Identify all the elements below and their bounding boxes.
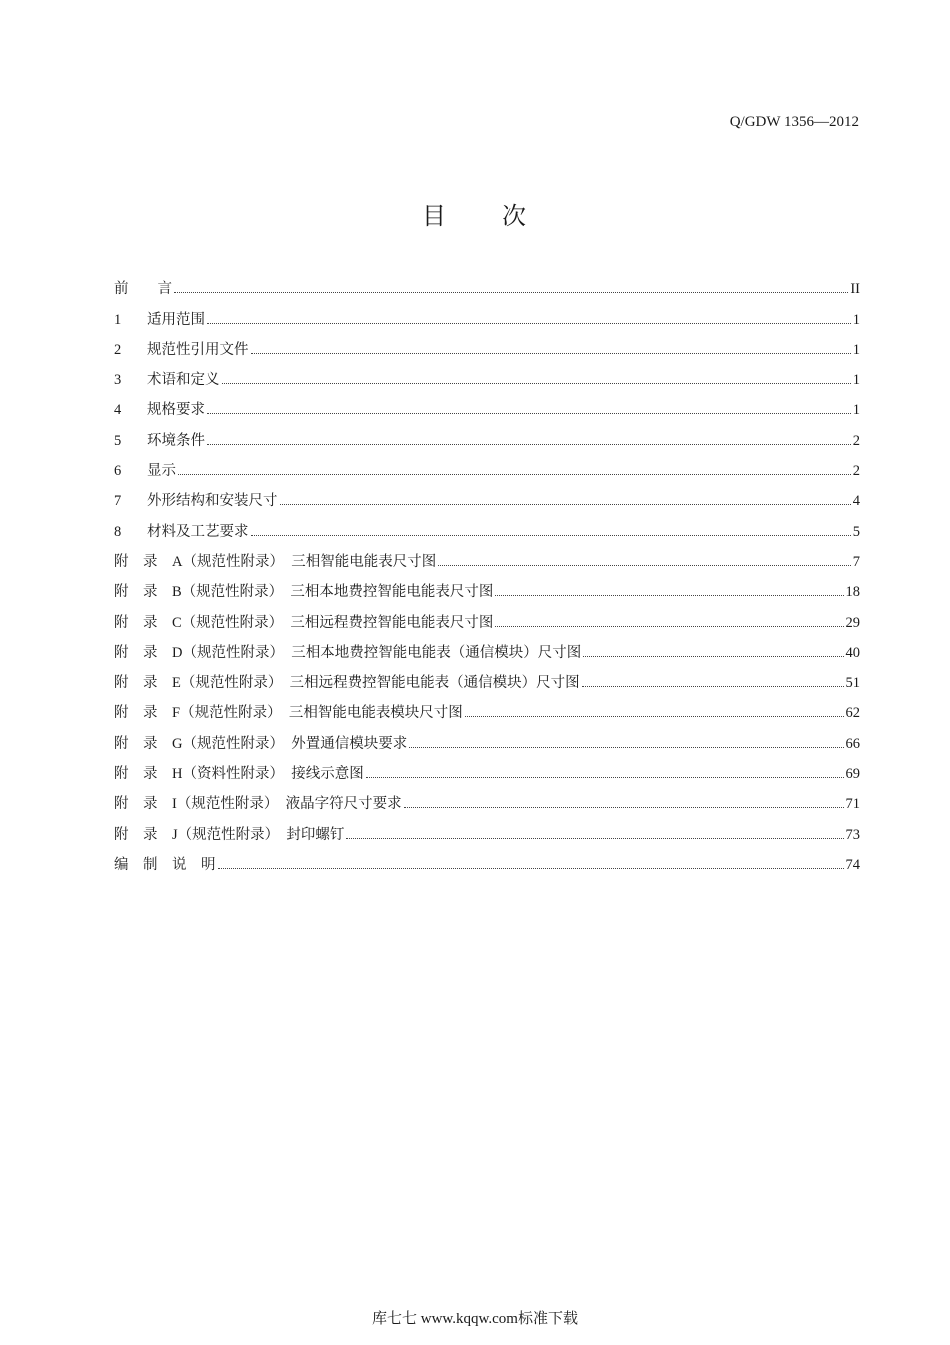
toc-entry-title: 附 录 D（规范性附录） 三相本地费控智能电能表（通信模块）尺寸图	[114, 644, 582, 661]
toc-entry-page: 40	[845, 644, 860, 661]
toc-entry-number: 1	[114, 311, 122, 328]
toc-entry-title: 术语和定义	[147, 372, 220, 389]
document-code: Q/GDW 1356—2012	[729, 114, 859, 130]
toc-entry[interactable]	[114, 480, 860, 510]
dot-leader	[218, 868, 844, 869]
dot-leader	[495, 595, 843, 596]
toc-entry-page: 4	[852, 493, 860, 510]
toc-entry-title: 编 制 说 明	[114, 856, 216, 873]
toc-entry[interactable]	[114, 571, 860, 601]
toc-entry[interactable]	[114, 632, 860, 662]
toc-entry[interactable]	[114, 692, 860, 722]
toc-entry[interactable]	[114, 844, 860, 874]
toc-entry[interactable]	[114, 601, 860, 631]
toc-entry[interactable]	[114, 389, 860, 419]
dot-leader	[409, 747, 843, 748]
toc-entry-number: 6	[114, 463, 122, 480]
toc-entry[interactable]	[114, 359, 860, 389]
dot-leader	[207, 413, 851, 414]
toc-entry-number: 7	[114, 493, 122, 510]
toc-entry[interactable]	[114, 783, 860, 813]
toc-entry-title: 材料及工艺要求	[147, 523, 249, 540]
toc-entry[interactable]	[114, 541, 860, 571]
footer-watermark: 库七七 www.kqqw.com标准下载	[372, 1311, 578, 1327]
toc-entry-page: 1	[852, 311, 860, 328]
toc-entry[interactable]	[114, 268, 860, 298]
dot-leader	[346, 838, 843, 839]
toc-entry-page: 2	[852, 463, 860, 480]
page-title	[0, 196, 950, 231]
toc-entry-title: 附 录 I（规范性附录） 液晶字符尺寸要求	[114, 796, 402, 813]
toc-entry-title: 附 录 J（规范性附录） 封印螺钉	[114, 826, 345, 843]
toc-entry-page: 73	[845, 826, 860, 843]
dot-leader	[222, 383, 851, 384]
table-of-contents	[114, 268, 860, 874]
dot-leader	[251, 353, 851, 354]
toc-entry[interactable]	[114, 450, 860, 480]
toc-entry-page: 5	[852, 523, 860, 540]
toc-entry-number: 3	[114, 372, 122, 389]
toc-entry-page: 69	[845, 766, 860, 783]
toc-entry-title: 附 录 E（规范性附录） 三相远程费控智能电能表（通信模块）尺寸图	[114, 675, 580, 692]
toc-entry-title: 规范性引用文件	[147, 341, 249, 358]
toc-entry-page: 51	[845, 675, 860, 692]
toc-entry-number: 4	[114, 402, 122, 419]
toc-entry[interactable]	[114, 662, 860, 692]
toc-entry-title: 环境条件	[147, 432, 205, 449]
dot-leader	[495, 626, 843, 627]
dot-leader	[438, 565, 851, 566]
dot-leader	[366, 777, 844, 778]
dot-leader	[251, 535, 851, 536]
toc-entry[interactable]	[114, 298, 860, 328]
toc-entry-title: 外形结构和安装尺寸	[147, 493, 278, 510]
dot-leader	[404, 807, 844, 808]
toc-entry-title: 附 录 H（资料性附录） 接线示意图	[114, 766, 364, 783]
toc-entry-page: 2	[852, 432, 860, 449]
toc-entry-page: 7	[852, 553, 860, 570]
page-title-part1: 目	[422, 202, 448, 230]
toc-entry-page: 62	[845, 705, 860, 722]
toc-entry-number: 2	[114, 341, 122, 358]
toc-entry-page: 74	[845, 856, 860, 873]
toc-entry[interactable]	[114, 329, 860, 359]
toc-entry-number: 8	[114, 523, 122, 540]
toc-entry-page: 71	[845, 796, 860, 813]
toc-entry[interactable]	[114, 753, 860, 783]
toc-entry-title: 前 言	[114, 281, 172, 298]
toc-entry-page: 1	[852, 402, 860, 419]
toc-entry[interactable]	[114, 722, 860, 752]
toc-entry-title: 显示	[147, 463, 176, 480]
dot-leader	[583, 656, 843, 657]
toc-entry-title: 规格要求	[147, 402, 205, 419]
toc-entry-page: 18	[845, 584, 860, 601]
toc-entry-page: 1	[852, 372, 860, 389]
toc-entry-number: 5	[114, 432, 122, 449]
dot-leader	[174, 292, 848, 293]
toc-entry-page: II	[850, 281, 860, 298]
toc-entry[interactable]	[114, 813, 860, 843]
dot-leader	[178, 474, 851, 475]
page-title-part2: 次	[502, 202, 528, 230]
toc-entry[interactable]	[114, 510, 860, 540]
toc-entry-page: 66	[845, 735, 860, 752]
toc-entry-page: 1	[852, 341, 860, 358]
toc-entry-title: 附 录 F（规范性附录） 三相智能电能表模块尺寸图	[114, 705, 463, 722]
toc-entry-title: 附 录 G（规范性附录） 外置通信模块要求	[114, 735, 408, 752]
toc-entry-title: 适用范围	[147, 311, 205, 328]
dot-leader	[582, 686, 844, 687]
toc-entry-page: 29	[845, 614, 860, 631]
toc-entry-title: 附 录 A（规范性附录） 三相智能电能表尺寸图	[114, 553, 437, 570]
dot-leader	[207, 323, 851, 324]
toc-entry-title: 附 录 B（规范性附录） 三相本地费控智能电能表尺寸图	[114, 584, 494, 601]
toc-entry[interactable]	[114, 419, 860, 449]
dot-leader	[465, 716, 844, 717]
dot-leader	[207, 444, 851, 445]
dot-leader	[280, 504, 851, 505]
toc-entry-title: 附 录 C（规范性附录） 三相远程费控智能电能表尺寸图	[114, 614, 494, 631]
